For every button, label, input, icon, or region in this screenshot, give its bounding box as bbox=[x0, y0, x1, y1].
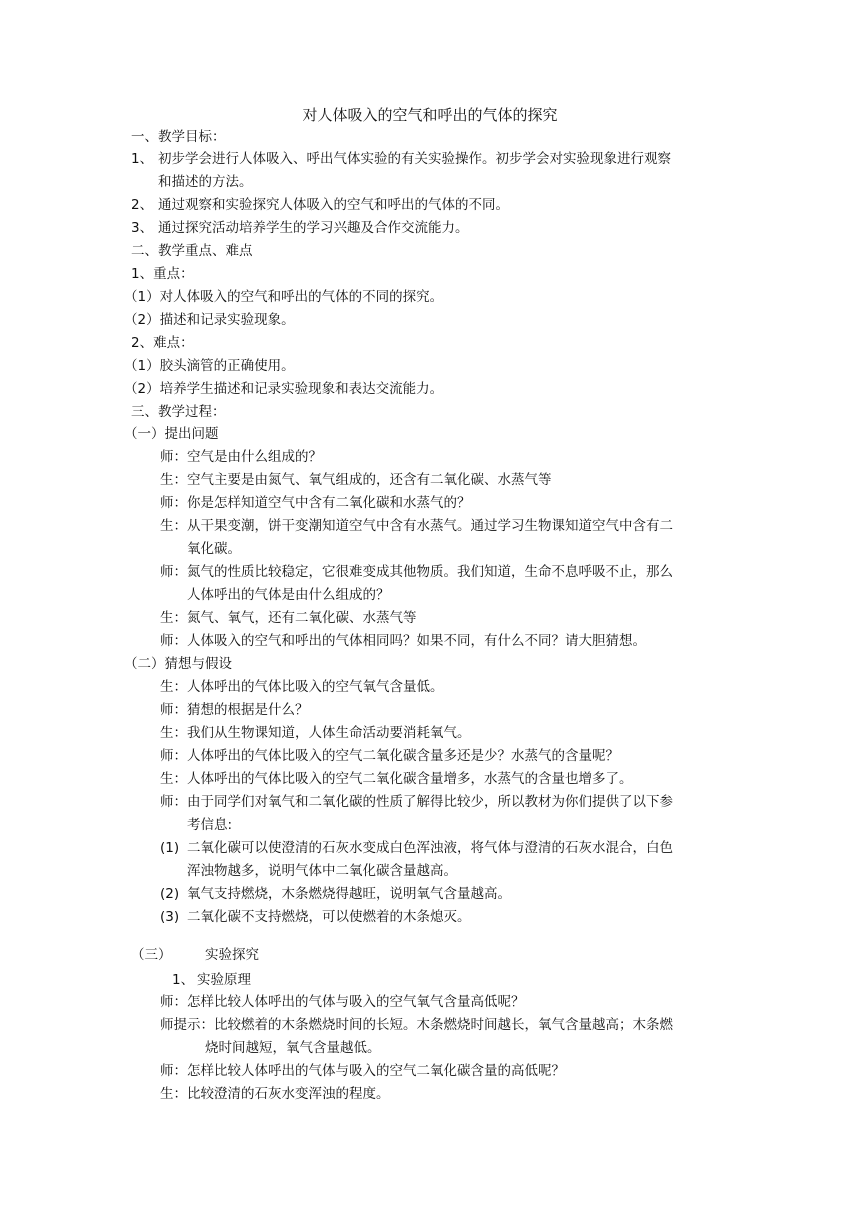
key-point: （1）对人体吸入的空气和呼出的气体的不同的探究。 bbox=[124, 289, 444, 305]
dialogue-line: 生：氮气、氧气，还有二氧化碳、水蒸气等 bbox=[160, 610, 417, 626]
dialogue-line: 生：比较澄清的石灰水变浑浊的程度。 bbox=[160, 1086, 390, 1102]
dialogue-line: 师：由于同学们对氧气和二氧化碳的性质了解得比较少，所以教材为你们提供了以下参 bbox=[160, 794, 673, 810]
dialogue-line: 师提示：比较燃着的木条燃烧时间的长短。木条燃烧时间越长，氧气含量越高；木条燃 bbox=[160, 1017, 673, 1033]
part-heading: （一）提出问题 bbox=[124, 426, 219, 442]
dialogue-line: 师：人体吸入的空气和呼出的气体相同吗？如果不同，有什么不同？请大胆猜想。 bbox=[160, 633, 646, 649]
document-title: 对人体吸入的空气和呼出的气体的探究 bbox=[302, 106, 558, 124]
item-text-continued: 和描述的方法。 bbox=[158, 174, 253, 190]
key-point: （2）描述和记录实验现象。 bbox=[124, 312, 295, 328]
part-heading: 实验探究 bbox=[205, 947, 259, 963]
dialogue-line: 生：空气主要是由氮气、氧气组成的，还含有二氧化碳、水蒸气等 bbox=[160, 472, 552, 488]
reference-number: (1) bbox=[160, 840, 180, 856]
difficult-point: （2）培养学生描述和记录实验现象和表达交流能力。 bbox=[124, 381, 444, 397]
subsection-heading: 2、难点： bbox=[131, 335, 194, 351]
reference-number: (3) bbox=[160, 909, 180, 925]
dialogue-line: 师：怎样比较人体呼出的气体与吸入的空气氧气含量高低呢？ bbox=[160, 994, 525, 1010]
dialogue-line: 生：人体呼出的气体比吸入的空气二氧化碳含量增多，水蒸气的含量也增多了。 bbox=[160, 771, 633, 787]
section-heading: 一、教学目标： bbox=[131, 129, 226, 145]
dialogue-line: 师：人体呼出的气体比吸入的空气二氧化碳含量多还是少？水蒸气的含量呢？ bbox=[160, 748, 619, 764]
reference-text: 二氧化碳不支持燃烧，可以使燃着的木条熄灭。 bbox=[187, 909, 471, 925]
reference-text: 氧气支持燃烧，木条燃烧得越旺，说明氧气含量越高。 bbox=[187, 886, 511, 902]
item-text: 初步学会进行人体吸入、呼出气体实验的有关实验操作。初步学会对实验现象进行观察 bbox=[158, 151, 671, 167]
reference-text: 二氧化碳可以使澄清的石灰水变成白色浑浊液，将气体与澄清的石灰水混合，白色 bbox=[187, 840, 673, 856]
dialogue-line: 师：氮气的性质比较稳定，它很难变成其他物质。我们知道，生命不息呼吸不止，那么 bbox=[160, 564, 673, 580]
item-text: 通过探究活动培养学生的学习兴趣及合作交流能力。 bbox=[158, 220, 469, 236]
dialogue-line: 生：从干果变潮，饼干变潮知道空气中含有水蒸气。通过学习生物课知道空气中含有二 bbox=[160, 518, 673, 534]
item-number: 2、 bbox=[131, 197, 154, 213]
sub-number: 1、 bbox=[172, 972, 195, 988]
reference-text-continued: 浑浊物越多，说明气体中二氧化碳含量越高。 bbox=[187, 863, 457, 879]
section-heading: 三、教学过程： bbox=[131, 404, 226, 420]
dialogue-line: 生：人体呼出的气体比吸入的空气氧气含量低。 bbox=[160, 679, 444, 695]
dialogue-line-continued: 人体呼出的气体是由什么组成的？ bbox=[187, 587, 390, 603]
dialogue-line: 师：空气是由什么组成的？ bbox=[160, 449, 322, 465]
dialogue-line: 师：怎样比较人体呼出的气体与吸入的空气二氧化碳含量的高低呢？ bbox=[160, 1063, 565, 1079]
reference-number: (2) bbox=[160, 886, 180, 902]
section-heading: 二、教学重点、难点 bbox=[131, 243, 253, 259]
dialogue-line: 师：你是怎样知道空气中含有二氧化碳和水蒸气的？ bbox=[160, 495, 471, 511]
dialogue-line: 师：猜想的根据是什么？ bbox=[160, 702, 309, 718]
sub-heading: 实验原理 bbox=[197, 972, 251, 988]
dialogue-line-continued: 考信息: bbox=[187, 817, 233, 833]
item-text: 通过观察和实验探究人体吸入的空气和呼出的气体的不同。 bbox=[158, 197, 509, 213]
item-number: 3、 bbox=[131, 220, 154, 236]
part-heading: （二）猜想与假设 bbox=[124, 656, 232, 672]
subsection-heading: 1、重点： bbox=[131, 266, 194, 282]
difficult-point: （1）胶头滴管的正确使用。 bbox=[124, 358, 295, 374]
part-number: （三） bbox=[131, 947, 172, 963]
dialogue-line-continued: 烧时间越短，氧气含量越低。 bbox=[205, 1040, 381, 1056]
dialogue-line-continued: 氧化碳。 bbox=[187, 541, 241, 557]
dialogue-line: 生：我们从生物课知道，人体生命活动要消耗氧气。 bbox=[160, 725, 471, 741]
item-number: 1、 bbox=[131, 151, 154, 167]
